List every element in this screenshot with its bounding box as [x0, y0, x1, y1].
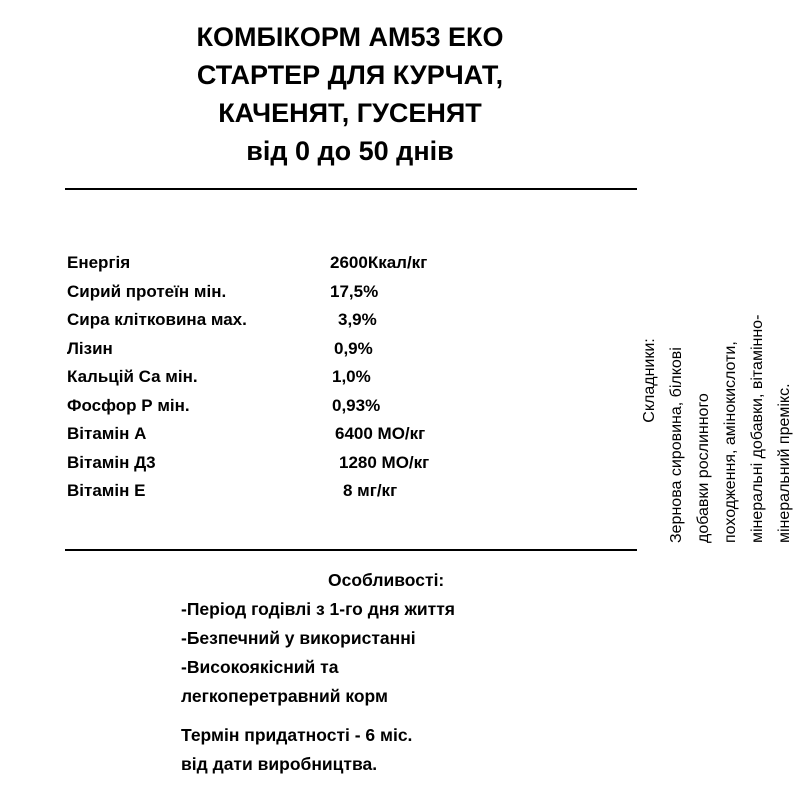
nutrition-row-vitamin-a	[67, 420, 487, 449]
shelf-life-line: Термін придатності - 6 міс.	[181, 725, 413, 745]
ingredients-heading: Складники:	[641, 338, 658, 423]
nutrition-row-phosphorus	[67, 392, 487, 421]
title-line-3: КАЧЕНЯТ, ГУСЕНЯТ	[218, 98, 482, 128]
feature-item: -Високоякісний та	[181, 657, 339, 677]
title-line-1: КОМБІКОРМ АМ53 ЕКО	[196, 22, 504, 52]
ingredients-line: добавки рослинного	[695, 393, 712, 543]
title-line-age-range: від 0 до 50 днів	[246, 136, 454, 166]
nutrition-label: Енергія	[67, 253, 131, 272]
nutrition-value: 2600Ккал/кг	[330, 253, 428, 272]
feature-item: легкоперетравний корм	[181, 686, 388, 706]
features-block	[181, 566, 641, 711]
nutrition-value: 3,9%	[338, 310, 377, 329]
nutrition-row-lysine	[67, 335, 487, 364]
nutrition-row-fiber	[67, 306, 487, 335]
nutrition-row-vitamin-d3	[67, 449, 487, 478]
ingredients-line: мінеральні добавки, вітамінно-	[749, 314, 766, 543]
feature-item: -Безпечний у використанні	[181, 628, 416, 648]
nutrition-label: Сирий протеїн мін.	[67, 281, 227, 301]
feature-item: -Період годівлі з 1-го дня життя	[181, 599, 455, 619]
title-line-2: СТАРТЕР ДЛЯ КУРЧАТ,	[196, 60, 504, 90]
nutrition-label: Вітамін Е	[67, 481, 146, 500]
ingredients-line: Зернова сировина, білкові	[668, 347, 685, 543]
nutrition-value: 1280 МО/кг	[339, 452, 430, 472]
nutrition-label: Лізин	[67, 338, 113, 358]
nutrition-label: Сира клітковина мах.	[67, 310, 247, 329]
nutrition-value: 0,9%	[334, 338, 373, 358]
nutrition-value: 0,93%	[332, 395, 381, 415]
features-heading: Особливості:	[328, 570, 445, 590]
nutrition-label: Кальцій Са мін.	[67, 367, 198, 386]
product-title	[0, 18, 700, 170]
shelf-life-line: від дати виробництва.	[181, 754, 378, 774]
nutrition-value: 1,0%	[332, 367, 371, 386]
ingredients-line: походження, амінокислоти,	[722, 341, 739, 543]
nutrition-label: Вітамін А	[67, 424, 147, 443]
nutrition-value: 6400 МО/кг	[335, 424, 426, 443]
middle-divider	[65, 549, 637, 551]
nutrition-label: Фосфор Р мін.	[67, 395, 190, 415]
shelf-life-block	[181, 721, 641, 779]
ingredients-block	[636, 218, 798, 543]
nutrition-value: 17,5%	[330, 281, 379, 301]
nutrition-table	[67, 249, 487, 506]
nutrition-row-calcium	[67, 363, 487, 392]
nutrition-row-energy	[67, 249, 487, 278]
nutrition-row-protein	[67, 278, 487, 307]
nutrition-value: 8 мг/кг	[343, 481, 398, 500]
nutrition-row-vitamin-e	[67, 477, 487, 506]
top-divider	[65, 188, 637, 190]
nutrition-label: Вітамін Д3	[67, 452, 156, 472]
ingredients-line: мінеральний премікс.	[776, 383, 793, 543]
